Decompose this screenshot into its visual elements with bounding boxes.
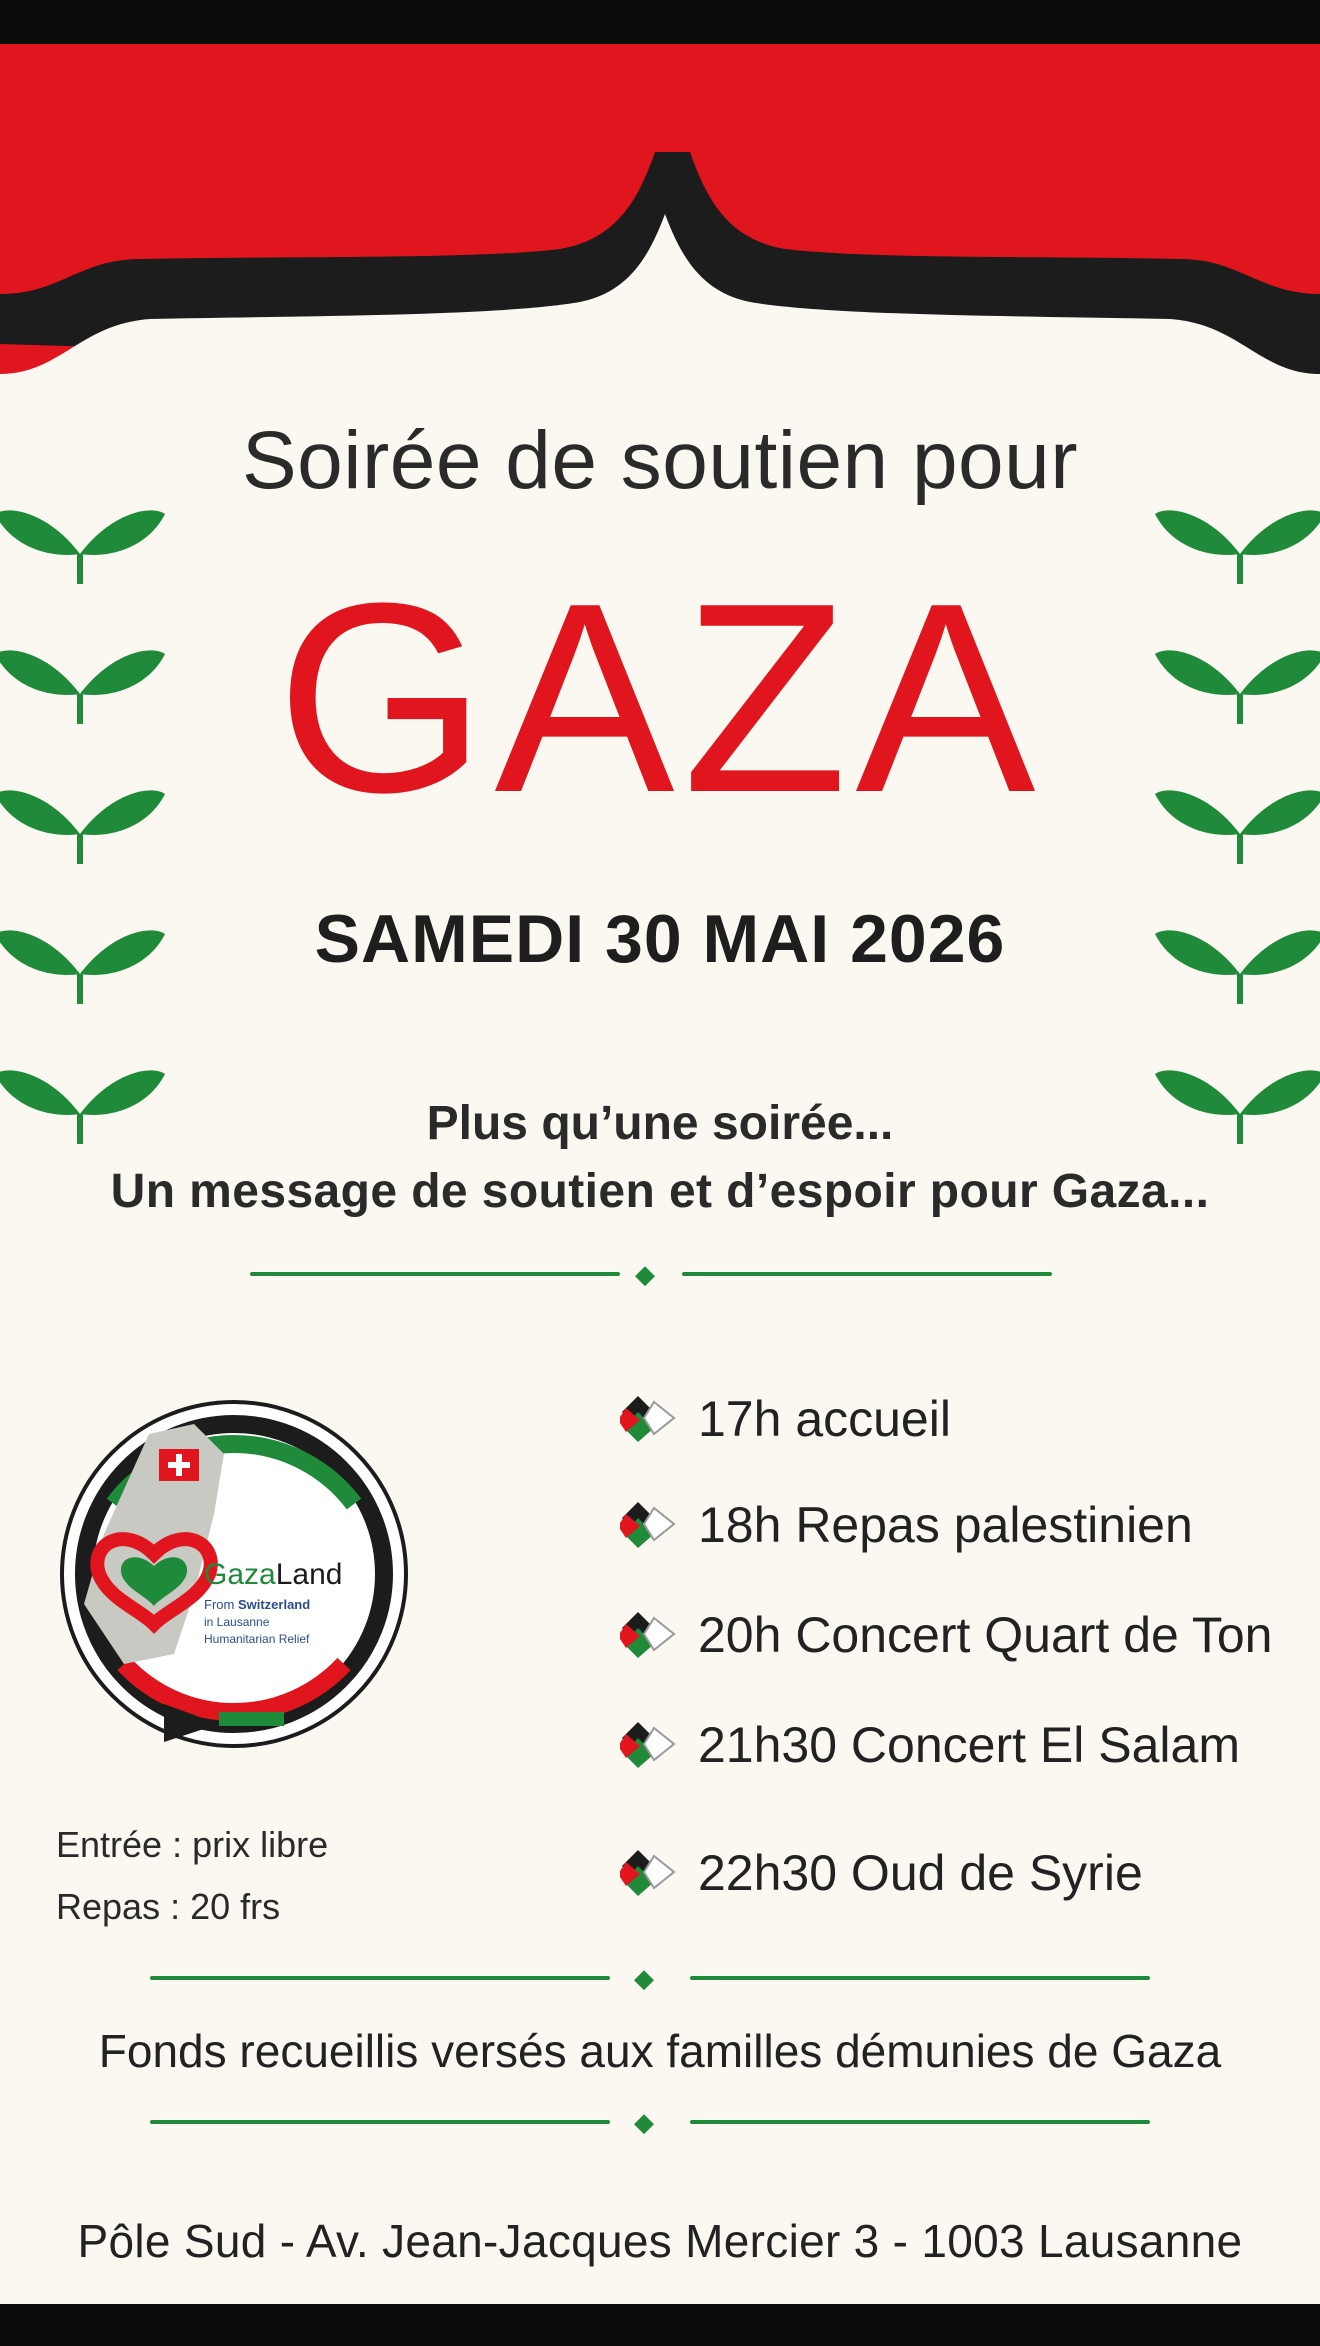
meal-price: Repas : 20 frs [56, 1886, 281, 1927]
schedule-item [620, 1710, 1240, 1780]
schedule-item [620, 1600, 1272, 1670]
divider-middle [150, 1958, 1150, 1998]
gazaland-logo [54, 1394, 414, 1754]
divider-bottom [150, 2102, 1150, 2142]
schedule-item-text: 22h30 Oud de Syrie [698, 1845, 1143, 1901]
schedule-item [620, 1490, 1193, 1560]
tagline-line-2: Un message de soutien et d’espoir pour Gaza... [110, 1165, 1210, 1218]
tagline-line-1: Plus qu’une soirée... [426, 1097, 894, 1150]
schedule-item [620, 1384, 951, 1454]
logo-name-part1: Gaza [204, 1558, 276, 1591]
svg-text:From Switzerland [204, 1597, 310, 1612]
funds-note: Fonds recueillis versés aux familles démunies de Gaza [98, 2025, 1222, 2077]
schedule-item-text: 18h Repas palestinien [698, 1497, 1193, 1553]
schedule-item-text: 20h Concert Quart de Ton [698, 1607, 1273, 1663]
logo-line1-bold: Switzerland [237, 1597, 311, 1612]
schedule-item-text: 17h accueil [698, 1391, 951, 1447]
palestine-flag-diamond-icon [620, 1848, 684, 1898]
palestine-flag-diamond-icon [620, 1720, 684, 1770]
schedule-item-text: 21h30 Concert El Salam [698, 1717, 1240, 1773]
price-info [56, 1814, 328, 1938]
diamond-icon: ◆ [634, 2107, 654, 2137]
event-date: SAMEDI 30 MAI 2026 [314, 901, 1006, 977]
event-poster [0, 44, 1320, 2304]
divider-top [250, 1254, 1050, 1294]
event-title: GAZA [276, 548, 1044, 849]
logo-line3: Humanitarian Relief [204, 1632, 310, 1646]
logo-name-part2: Land [275, 1558, 343, 1591]
schedule-item [620, 1838, 1143, 1908]
palestine-flag-diamond-icon [620, 1610, 684, 1660]
venue-address: Pôle Sud - Av. Jean-Jacques Mercier 3 - 1003 Lausanne [77, 2215, 1243, 2267]
event-subtitle: Soirée de soutien pour [241, 415, 1079, 506]
entry-price: Entrée : prix libre [56, 1824, 329, 1865]
palestine-flag-diamond-icon [620, 1394, 684, 1444]
palestine-flag-diamond-icon [620, 1500, 684, 1550]
diamond-icon: ◆ [635, 1259, 655, 1289]
logo-line2: in Lausanne [204, 1615, 270, 1629]
logo-line1-prefix: From [204, 1597, 238, 1612]
diamond-icon: ◆ [634, 1963, 654, 1993]
svg-text:GazaLand [204, 1558, 342, 1591]
